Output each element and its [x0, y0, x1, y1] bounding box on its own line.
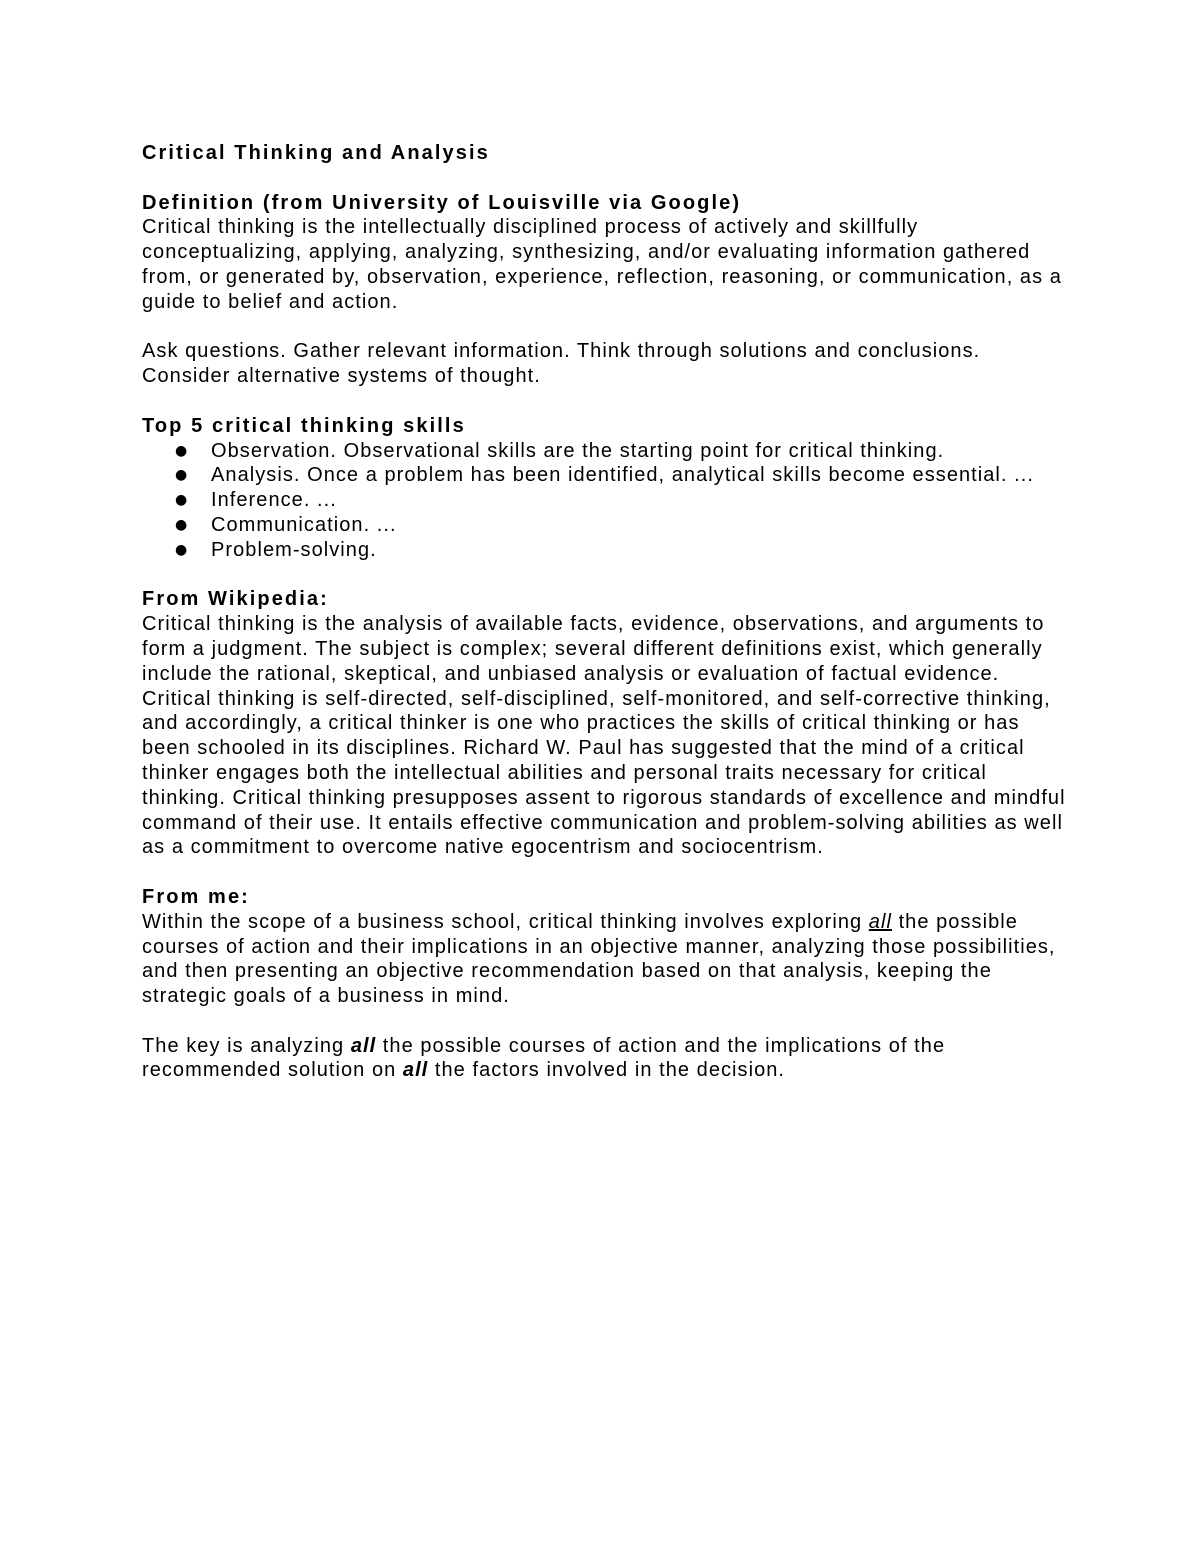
emphasis-all: all: [402, 1059, 429, 1082]
from-me-text-end: the possible courses of action and their implications in an objective manner, analyzing those possibilities, and then presenting an objective recommendation based on that analysis, keeping the strategic goals of a business in mind.: [142, 910, 1056, 1008]
bullet-icon: ●: [175, 516, 189, 533]
definition-heading: Definition (from University of Louisville via Google): [142, 191, 742, 214]
bullet-icon: ●: [175, 541, 189, 558]
list-item: [142, 439, 1072, 464]
skill-text: Observation. Observational skills are the starting point for critical thinking.: [211, 439, 945, 462]
from-me-heading: From me:: [142, 885, 250, 908]
emphasis-all: all: [350, 1034, 377, 1057]
skill-text: Analysis. Once a problem has been identified, analytical skills become essential. ...: [211, 464, 1034, 487]
skill-text: Inference. ...: [211, 489, 337, 512]
bullet-icon: ●: [175, 467, 189, 484]
spacer: [142, 860, 1072, 885]
wikipedia-heading: From Wikipedia:: [142, 588, 329, 611]
list-item: [142, 513, 1072, 538]
from-me-text-start: Within the scope of a business school, critical thinking involves exploring: [142, 910, 869, 933]
skills-heading: Top 5 critical thinking skills: [142, 414, 466, 437]
key-text-part1: The key is analyzing: [142, 1034, 351, 1057]
key-paragraph: [142, 1034, 1072, 1084]
definition-paragraph: Critical thinking is the intellectually disciplined process of actively and skillfully conceptualizing, applying, analyzing, synthesizing, and/or evaluating information gathered from, or generated by, observation, experience, reflection, reasoning, or communication, as a guide to belief and action.: [142, 216, 1062, 313]
emphasis-all: all: [868, 910, 892, 933]
spacer: [142, 166, 1072, 191]
skill-text: Problem-solving.: [211, 538, 377, 561]
bullet-icon: ●: [175, 442, 189, 459]
document-page: [142, 141, 1072, 1083]
spacer: [142, 1009, 1072, 1034]
spacer: [142, 315, 1072, 340]
summary-paragraph: Ask questions. Gather relevant information. Think through solutions and conclusions. Consider alternative systems of thought.: [142, 340, 981, 388]
list-item: [142, 488, 1072, 513]
spacer: [142, 389, 1072, 414]
skills-list: [142, 439, 1072, 563]
skill-text: Communication. ...: [211, 513, 397, 536]
document-title: Critical Thinking and Analysis: [142, 142, 490, 164]
bullet-icon: ●: [175, 492, 189, 509]
wikipedia-paragraph: Critical thinking is the analysis of available facts, evidence, observations, and arguments to form a judgment. The subject is complex; several different definitions exist, which generally include the rational, skeptical, and unbiased analysis or evaluation of factual evidence. Critical thinking is self-directed, self-disciplined, self-monitored, and self-corrective thinking, and accordingly, a critical thinker is one who practices the skills of critical thinking or has been schooled in its disciplines. Richard W. Paul has suggested that the mind of a critical thinker engages both the intellectual abilities and personal traits necessary for critical thinking. Critical thinking presupposes assent to rigorous standards of excellence and mindful command of their use. It entails effective communication and problem-solving abilities as well as a commitment to overcome native egocentrism and sociocentrism.: [142, 613, 1066, 859]
key-text-part3: the factors involved in the decision.: [428, 1059, 786, 1082]
list-item: [142, 538, 1072, 563]
list-item: [142, 463, 1072, 488]
key-text-part2: the possible courses of action and the implications of the recommended solution on: [142, 1034, 946, 1082]
spacer: [142, 563, 1072, 588]
from-me-paragraph: [142, 910, 1072, 1009]
